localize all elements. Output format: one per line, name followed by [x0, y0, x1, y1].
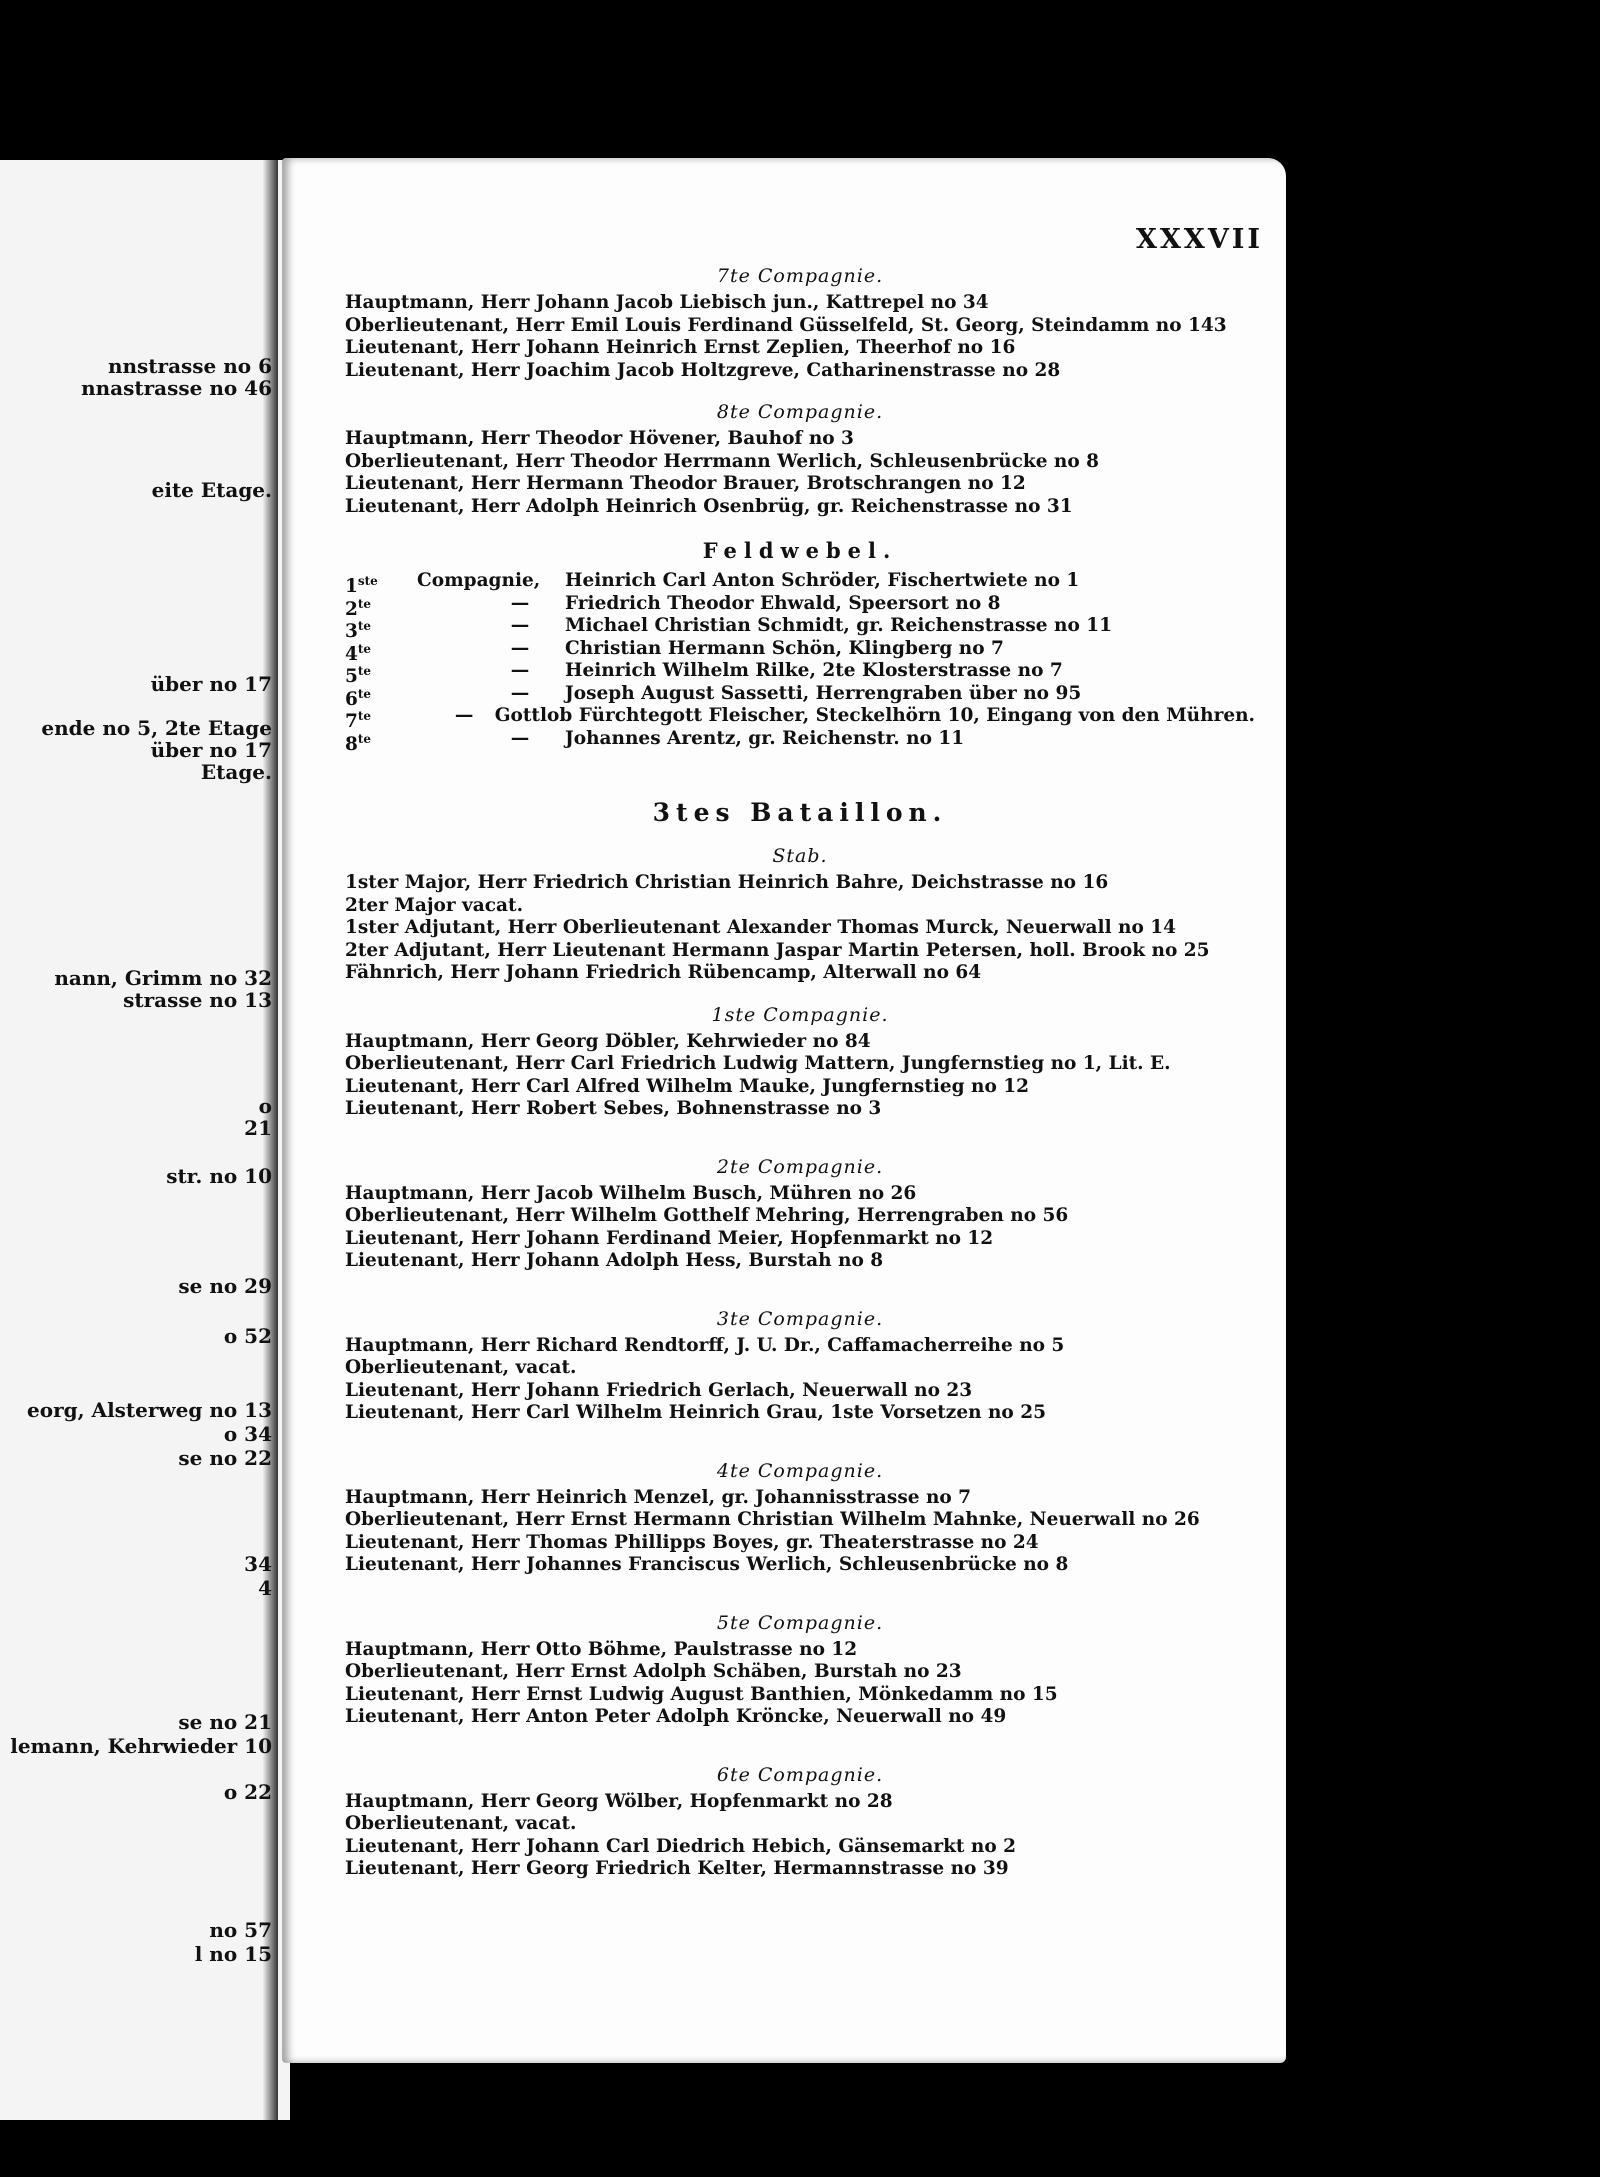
entry-line: Lieutenant, Herr Adolph Heinrich Osenbrüg, gr. Reichenstrasse no 31: [345, 495, 1073, 517]
company-heading: 8te Compagnie.: [716, 401, 884, 423]
company-8-section: [345, 396, 1255, 518]
entry-line: Lieutenant, Herr Hermann Theodor Brauer, Brotschrangen no 12: [345, 473, 1026, 494]
entry-line: Oberlieutenant, Herr Emil Louis Ferdinand Güsselfeld, St. Georg, Steindamm no 143: [345, 314, 1227, 336]
ditto-dash: —: [510, 660, 530, 681]
entry-line: Lieutenant, Herr Johann Ferdinand Meier, Hopfenmarkt no 12: [345, 1227, 994, 1249]
left-page-fragment: ende no 5, 2te Etage: [41, 716, 272, 740]
entry-line: Oberlieutenant, Herr Ernst Adolph Schäben, Burstah no 23: [345, 1661, 962, 1682]
feldwebel-row: [345, 592, 1255, 620]
entry-line: Lieutenant, Herr Ernst Ludwig August Banthien, Mönkedamm no 15: [345, 1683, 1058, 1705]
left-page-fragment: se no 29: [178, 1274, 272, 1298]
entry-line: 1ster Major, Herr Friedrich Christian Heinrich Bahre, Deichstrasse no 16: [345, 872, 1109, 893]
ditto-dash: —: [510, 727, 530, 749]
ditto-dash: —: [454, 705, 474, 726]
left-page-fragment: nnastrasse no 46: [81, 376, 272, 400]
left-page: [0, 160, 290, 2120]
company-heading: 7te Compagnie.: [716, 265, 884, 287]
left-page-fragment: strasse no 13: [123, 988, 272, 1012]
entry-line: Oberlieutenant, vacat.: [345, 1357, 577, 1378]
left-page-fragment: 21: [244, 1116, 272, 1140]
entry-line: Hauptmann, Herr Georg Wölber, Hopfenmarkt no 28: [345, 1790, 893, 1812]
entry-line: Lieutenant, Herr Georg Friedrich Kelter, Hermannstrasse no 39: [345, 1858, 1009, 1879]
company-section: [345, 1303, 1255, 1425]
company-section: [345, 1607, 1255, 1729]
company-number: $8^{te}$: [345, 731, 372, 755]
left-page-fragment: o 22: [223, 1780, 272, 1804]
entry-line: Lieutenant, Herr Carl Wilhelm Heinrich Grau, 1ste Vorsetzen no 25: [345, 1402, 1046, 1423]
company-section: [345, 999, 1255, 1121]
feldwebel-list: [345, 570, 1255, 755]
ditto-dash: —: [510, 637, 530, 659]
company-7-section: [345, 260, 1255, 382]
entry-line: Lieutenant, Herr Robert Sebes, Bohnenstrasse no 3: [345, 1098, 882, 1119]
company-section: [345, 1455, 1255, 1577]
left-page-fragment: nann, Grimm no 32: [54, 966, 272, 990]
left-page-fragment: lemann, Kehrwieder 10: [10, 1734, 272, 1758]
left-page-fragment: nnstrasse no 6: [107, 354, 272, 378]
feldwebel-entry: Heinrich Wilhelm Rilke, 2te Klosterstrasse no 7: [565, 660, 1063, 681]
entry-line: Hauptmann, Herr Otto Böhme, Paulstrasse no 12: [345, 1638, 858, 1660]
feldwebel-row: [345, 615, 1255, 643]
ditto-dash: —: [510, 615, 530, 636]
left-page-fragment: l no 15: [194, 1942, 272, 1966]
company-heading: 3te Compagnie.: [716, 1307, 884, 1330]
left-page-fragment: no 57: [209, 1918, 272, 1942]
entry-line: Lieutenant, Herr Joachim Jacob Holtzgreve, Catharinenstrasse no 28: [345, 359, 1061, 381]
feldwebel-row: [345, 660, 1255, 688]
left-page-fragment: se no 22: [178, 1446, 272, 1470]
left-page-fragment: über no 17: [150, 672, 272, 696]
company-number: $6^{te}$: [345, 686, 372, 710]
entry-line: Lieutenant, Herr Johann Carl Diedrich Hebich, Gänsemarkt no 2: [345, 1835, 1017, 1857]
feldwebel-entry: Friedrich Theodor Ehwald, Speersort no 8: [565, 592, 1001, 614]
left-page-fragment: Etage.: [200, 760, 272, 784]
company-number: 1ste: [345, 574, 378, 598]
left-page-fragment: o 34: [223, 1422, 272, 1446]
entry-line: Oberlieutenant, Herr Carl Friedrich Ludwig Mattern, Jungfernstieg no 1, Lit. E.: [345, 1053, 1171, 1074]
entry-line: Hauptmann, Herr Theodor Hövener, Bauhof no 3: [345, 428, 854, 449]
entry-line: Hauptmann, Herr Johann Jacob Liebisch jun., Kattrepel no 34: [345, 292, 989, 313]
entry-line: Lieutenant, Herr Carl Alfred Wilhelm Mauke, Jungfernstieg no 12: [345, 1075, 1030, 1097]
entry-line: Lieutenant, Herr Thomas Phillipps Boyes, gr. Theaterstrasse no 24: [345, 1531, 1039, 1553]
company-heading: 5te Compagnie.: [716, 1611, 884, 1634]
entry-line: Lieutenant, Herr Johann Friedrich Gerlach, Neuerwall no 23: [345, 1379, 973, 1401]
feldwebel-row: [345, 727, 1255, 755]
entry-line: Oberlieutenant, Herr Ernst Hermann Christian Wilhelm Mahnke, Neuerwall no 26: [345, 1509, 1200, 1530]
left-page-fragment: eite Etage.: [151, 478, 272, 502]
entry-line: Hauptmann, Herr Georg Döbler, Kehrwieder no 84: [345, 1030, 871, 1052]
feldwebel-row: [345, 682, 1255, 710]
entry-line: Fähnrich, Herr Johann Friedrich Rübencamp, Alterwall no 64: [345, 962, 982, 983]
entry-line: Lieutenant, Herr Johannes Franciscus Werlich, Schleusenbrücke no 8: [345, 1554, 1069, 1575]
entry-line: 2ter Adjutant, Herr Lieutenant Hermann Jaspar Martin Petersen, holl. Brook no 25: [345, 939, 1210, 961]
left-page-fragment: eorg, Alsterweg no 13: [27, 1398, 272, 1422]
left-page-fragment: o: [258, 1094, 272, 1118]
ditto-dash: —: [510, 592, 530, 614]
entry-line: Hauptmann, Herr Heinrich Menzel, gr. Johannisstrasse no 7: [345, 1486, 972, 1508]
left-page-fragment: o 52: [223, 1324, 272, 1348]
company-heading: 4te Compagnie.: [716, 1459, 884, 1482]
page-content: [345, 260, 1255, 1881]
company-heading: 6te Compagnie.: [716, 1763, 884, 1786]
battalion-heading: 3tes Bataillon.: [652, 798, 948, 827]
company-number: $3^{te}$: [345, 619, 372, 643]
entry-line: Lieutenant, Herr Johann Adolph Hess, Burstah no 8: [345, 1250, 884, 1271]
entry-line: Lieutenant, Herr Anton Peter Adolph Kröncke, Neuerwall no 49: [345, 1706, 1007, 1727]
stab-heading: Stab.: [772, 845, 828, 867]
page-number: XXXVII: [1136, 224, 1264, 255]
feldwebel-row: [345, 570, 1255, 598]
entry-line: 2ter Major vacat.: [345, 894, 524, 916]
feldwebel-entry: Heinrich Carl Anton Schröder, Fischertwiete no 1: [565, 570, 1080, 591]
company-word: Compagnie,: [417, 570, 541, 591]
company-heading: 2te Compagnie.: [716, 1155, 884, 1178]
feldwebel-entry: Joseph August Sassetti, Herrengraben über no 95: [565, 682, 1082, 704]
feldwebel-entry: Gottlob Fürchtegott Fleischer, Steckelhörn 10, Eingang von den Mühren.: [494, 705, 1255, 726]
entry-line: Lieutenant, Herr Johann Heinrich Ernst Zeplien, Theerhof no 16: [345, 337, 1016, 358]
entry-line: 1ster Adjutant, Herr Oberlieutenant Alexander Thomas Murck, Neuerwall no 14: [345, 917, 1177, 938]
battalion-companies: [345, 985, 1255, 1881]
company-section: [345, 1151, 1255, 1273]
feldwebel-entry: Michael Christian Schmidt, gr. Reichenstrasse no 11: [565, 615, 1112, 636]
entry-line: Hauptmann, Herr Jacob Wilhelm Busch, Mühren no 26: [345, 1182, 917, 1204]
company-section: [345, 1759, 1255, 1881]
feldwebel-row: [345, 705, 1255, 733]
left-page-fragment: 4: [258, 1576, 272, 1600]
left-page-fragment: über no 17: [150, 738, 272, 762]
feldwebel-entry: Johannes Arentz, gr. Reichenstr. no 11: [565, 727, 965, 749]
company-number: $4^{te}$: [345, 641, 372, 665]
company-number: $5^{te}$: [345, 664, 372, 688]
feldwebel-entry: Christian Hermann Schön, Klingberg no 7: [565, 637, 1004, 659]
feldwebel-section: [345, 532, 1255, 755]
entry-line: Hauptmann, Herr Richard Rendtorff, J. U. Dr., Caffamacherreihe no 5: [345, 1334, 1065, 1356]
left-page-fragment: 34: [244, 1552, 272, 1576]
ditto-dash: —: [510, 682, 530, 704]
company-heading: 1ste Compagnie.: [711, 1003, 889, 1026]
left-page-fragment: se no 21: [178, 1710, 272, 1734]
entry-line: Oberlieutenant, vacat.: [345, 1813, 577, 1834]
battalion-3-section: [345, 778, 1255, 1881]
entry-line: Oberlieutenant, Herr Theodor Herrmann Werlich, Schleusenbrücke no 8: [345, 450, 1100, 472]
feldwebel-row: [345, 637, 1255, 665]
book-gutter: [262, 160, 278, 2120]
entry-line: Oberlieutenant, Herr Wilhelm Gotthelf Mehring, Herrengraben no 56: [345, 1205, 1069, 1226]
left-page-fragment: str. no 10: [166, 1164, 272, 1188]
company-number: $7^{te}$: [345, 709, 372, 733]
company-number: $2^{te}$: [345, 596, 372, 620]
feldwebel-heading: Feldwebel.: [702, 538, 898, 563]
